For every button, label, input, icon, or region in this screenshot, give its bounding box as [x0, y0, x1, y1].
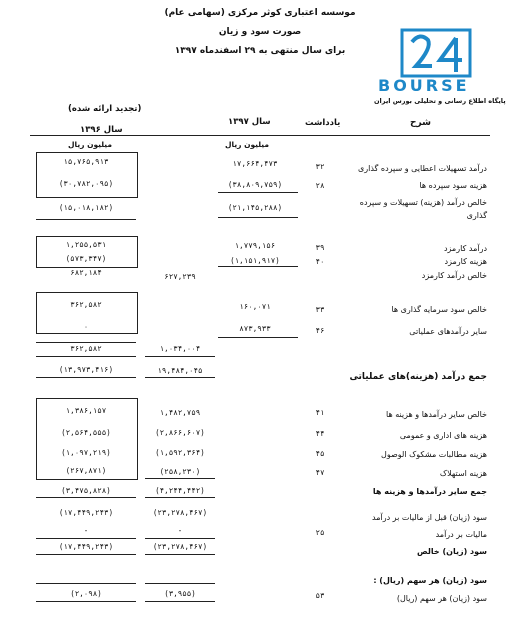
row-value-1396: (۱,۰۹۷,۲۱۹) [61, 448, 111, 457]
col-1397-header: سال ۱۳۹۷ [228, 117, 271, 127]
col-desc-header: شرح [410, 118, 431, 128]
row-value-1397-total: (۲۳,۲۷۸,۴۶۷) [152, 508, 208, 517]
row-value-1397: ۱,۴۸۲,۷۵۹ [159, 408, 201, 417]
row-desc: سود (زیان) هر سهم (ریال) [396, 594, 487, 603]
row-value-1396: - [83, 526, 89, 535]
row-desc: هزینه استهلاک [439, 469, 487, 478]
row-desc: سایر درآمدهای عملیاتی [409, 327, 487, 336]
row-value-1397: (۲۵۸,۲۳۰) [159, 467, 201, 476]
row-note: ۲۵ [315, 528, 325, 537]
company-name: موسسه اعتباری کوثر مرکزی (سهامی عام) [164, 8, 356, 18]
row-desc: جمع سایر درآمدها و هزینه ها [372, 487, 487, 496]
statement-period: برای سال منتهی به ۲۹ اسفندماه ۱۳۹۷ [174, 46, 346, 56]
row-desc: هزینه های اداری و عمومی [399, 431, 487, 440]
row-value-1397-total: ۱۹,۴۸۴,۰۴۵ [157, 366, 203, 375]
row-value-1396: ۱۵,۷۶۵,۹۱۳ [63, 157, 109, 166]
row-desc: درآمد کارمزد [443, 244, 487, 253]
row-note: ۲۸ [315, 181, 325, 190]
row-value-1396: (۱۷,۴۴۹,۲۴۳) [58, 508, 114, 517]
logo-word: BOURSE [378, 76, 470, 95]
col-1396-restated: (تجدید ارائه شده) [68, 104, 142, 114]
row-value-1396: ۱,۲۵۵,۵۳۱ [65, 240, 107, 249]
row-desc: سود (زیان) خالص [417, 547, 487, 556]
row-desc: هزینه کارمزد [444, 257, 487, 266]
row-note: ۳۳ [315, 305, 325, 314]
row-desc: خالص درآمد (هزینه) تسهیلات و سپرده [359, 198, 487, 207]
row-desc: مالیات بر درآمد [435, 530, 487, 539]
unit-1397: میلیون ریال [225, 140, 270, 149]
row-note: ۴۴ [315, 429, 325, 438]
row-value-1396: ۰ [83, 322, 89, 331]
row-value-1396: ۳۶۲,۵۸۲ [70, 344, 102, 353]
row-note: ۴۷ [315, 468, 325, 477]
row-value-1396: ۳۶۲,۵۸۲ [70, 300, 102, 309]
row-value-1397: ۱۶۰,۰۷۱ [239, 302, 271, 311]
row-note: ۵۳ [315, 591, 325, 600]
row-desc: خالص درآمد کارمزد [421, 271, 487, 280]
row-value-1397: - [177, 526, 183, 535]
statement-title: صورت سود و زیان [218, 27, 302, 37]
row-desc: گذاری [466, 211, 487, 220]
row-note: ۳۲ [315, 162, 325, 171]
row-desc: خالص سایر درآمدها و هزینه ها [386, 410, 487, 419]
logo-tagline: پایگاه اطلاع رسانی و تحلیلی بورس ایران [374, 97, 506, 105]
row-value-1397: (۱,۱۵۱,۹۱۷) [230, 256, 280, 265]
row-value-1397: (۱,۵۹۲,۳۶۴) [155, 448, 205, 457]
row-value-1397: (۲,۸۶۶,۶۰۷) [155, 428, 205, 437]
row-value-1396: (۲۶۷,۸۷۱) [65, 466, 107, 475]
row-note: ۴۱ [315, 408, 325, 417]
row-value-1397: ۱,۷۷۹,۱۵۶ [234, 241, 276, 250]
row-value-1396: (۲,۰۹۸) [70, 589, 102, 598]
row-value-1396: ۶۸۲,۱۸۴ [70, 268, 102, 277]
row-note: ۴۵ [315, 449, 325, 458]
unit-1396: میلیون ریال [68, 140, 113, 149]
row-value-1396: (۱۵,۰۱۸,۱۸۲) [58, 203, 114, 212]
row-desc: هزینه سود سپرده ها [419, 181, 487, 190]
row-desc: جمع درآمد (هزینه)های عملیاتی [349, 372, 487, 382]
row-value-1397-total: ۶۲۷,۲۳۹ [164, 272, 196, 281]
row-desc: خالص سود سرمایه گذاری ها [391, 305, 487, 314]
row-desc: هزینه مطالبات مشکوک الوصول [381, 450, 487, 459]
col-note-header: یادداشت [305, 118, 341, 128]
row-value-1396: (۲,۵۶۴,۵۵۵) [61, 428, 111, 437]
row-value-1397-total: (۴,۲۴۴,۴۴۲) [155, 486, 205, 495]
row-value-1397: ۸۷۳,۹۳۳ [239, 324, 271, 333]
header-rule [30, 135, 490, 136]
col-1396-header: سال ۱۳۹۶ [80, 125, 123, 135]
row-value-1397-total: (۲۳,۲۷۸,۴۶۷) [152, 542, 208, 551]
row-value-1396: (۳۰,۷۸۲,۰۹۵) [58, 179, 114, 188]
row-value-1397: (۳۸,۸۰۹,۷۵۹) [227, 180, 283, 189]
row-desc: سود (زیان) هر سهم (ریال) : [373, 576, 487, 585]
row-value-1397: (۲۱,۱۴۵,۲۸۸) [227, 203, 283, 212]
row-value-1396: (۵۷۳,۳۴۷) [65, 254, 107, 263]
row-value-1397: ۱۷,۶۶۴,۴۷۳ [232, 159, 278, 168]
bourse-logo [368, 24, 504, 112]
row-note: ۳۹ [315, 243, 325, 252]
row-value-1397-total: ۱,۰۳۴,۰۰۴ [159, 344, 201, 353]
row-value-1396: (۱۳,۹۷۳,۴۱۶) [58, 365, 114, 374]
row-desc: سود (زیان) قبل از مالیات بر درآمد [372, 513, 487, 522]
row-note: ۴۶ [315, 326, 325, 335]
row-value-1397-total: (۳,۹۵۵) [164, 589, 196, 598]
row-value-1396: ۱,۳۸۶,۱۵۷ [65, 406, 107, 415]
row-value-1396: (۳,۴۷۵,۸۲۸) [61, 486, 111, 495]
row-desc: درآمد تسهیلات اعطایی و سپرده گذاری [357, 164, 487, 173]
row-value-1396: (۱۷,۴۴۹,۲۴۳) [58, 542, 114, 551]
row-note: ۴۰ [315, 257, 325, 266]
